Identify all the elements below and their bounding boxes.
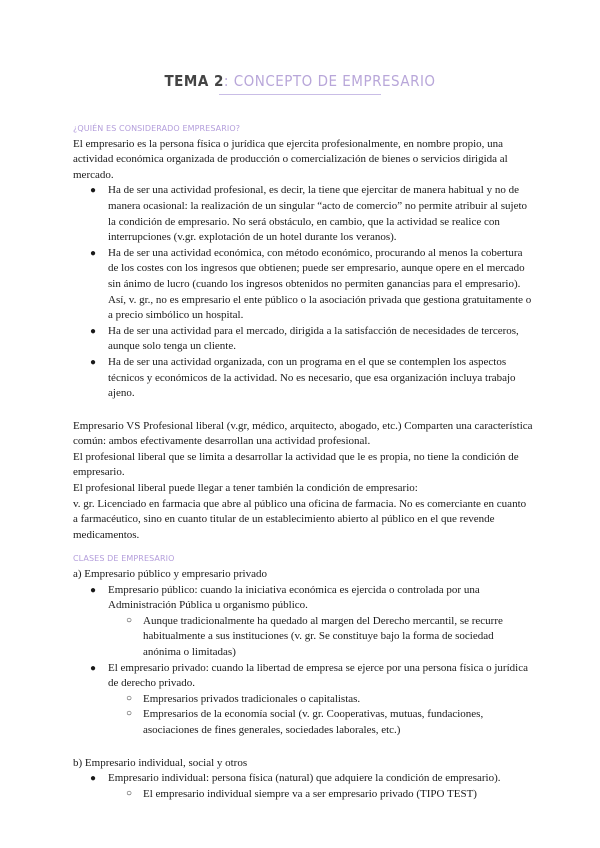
public-private-list xyxy=(73,583,533,739)
bullet-icon: ● xyxy=(90,662,97,674)
list-item: ● Ha de ser una actividad organizada, con un programa en el que se contemplen los aspectos técnicos y económicos de la actividad. No es necesario, que esa organización incluya trabajo ajeno. xyxy=(90,355,516,400)
paragraph: El profesional liberal puede llegar a tener también la condición de empresario: xyxy=(73,482,418,495)
spacer xyxy=(73,739,533,756)
sub-bullet-icon: ○ xyxy=(126,692,133,704)
list-item: ● Ha de ser una actividad económica, con método económico, procurando al menos la cobertura de los costes con los ingresos que obtienen; puede ser empresario, aunque opere en el mercado sin ánimo de lucro (cuando los ingresos obtenidos no permiten ganancias para el empresario). Así, v. gr., no es empresario el ente público o la asociación privada que gestiona gratuitamente o a precio simbólico un hospital. xyxy=(90,246,532,322)
individual-list xyxy=(73,771,533,802)
list-item: ● El empresario privado: cuando la libertad de empresa se ejerce por una persona física o jurídica de derecho privado. ○ Empresarios privados tradicionales o capitalistas. ○ Empresarios de la economía social (v. gr. Cooperativas, mutuas, fundaciones, asociaciones de fines generales, sociedades laborales, etc.) xyxy=(73,661,533,739)
title-part-topic: TEMA 2 xyxy=(164,72,224,90)
subsection-title-a: a) Empresario público y empresario privado xyxy=(73,568,267,581)
sub-list-item: ○ El empresario individual siempre va a ser empresario privado (TIPO TEST) xyxy=(126,787,477,800)
title-part-subject: CONCEPTO DE EMPRESARIO xyxy=(233,72,436,90)
paragraph: Empresario VS Profesional liberal (v.gr, médico, arquitecto, abogado, etc.) Comparten una característica común: ambos efectivamente desarrollan una actividad profesional. xyxy=(73,419,533,448)
bullet-icon: ● xyxy=(90,325,97,337)
bullet-icon: ● xyxy=(90,584,97,596)
list-item: ● Empresario público: cuando la iniciativa económica es ejercida o controlada por una Administración Pública u organismo público. ○ Aunque tradicionalmente ha quedado al margen del Derecho mercantil, se recurre habitualmente a sus instituciones (v. gr. Se constituye bajo la forma de sociedad anónima o limitadas) xyxy=(73,583,533,661)
sub-bullet-icon: ○ xyxy=(126,708,133,720)
paragraph: El profesional liberal que se limita a desarrollar la actividad que le es propia, no tiene la condición de empresario. xyxy=(73,450,519,479)
list-item: ● Ha de ser una actividad para el mercado, dirigida a la satisfacción de necesidades de terceros, aunque solo tenga un cliente. xyxy=(90,324,519,353)
sub-bullet-icon: ○ xyxy=(126,787,133,799)
requirements-list xyxy=(73,183,533,401)
spacer xyxy=(73,543,533,551)
sub-bullet-icon: ○ xyxy=(126,614,133,626)
sub-list xyxy=(108,787,533,803)
bullet-icon: ● xyxy=(90,185,97,197)
spacer xyxy=(73,402,533,419)
intro-paragraph: El empresario es la persona física o jurídica que ejercita profesionalmente, en nombre propio, una actividad económica organizada de producción o comercialización de bienes o servicios dirigida al mercado. xyxy=(73,137,508,181)
sub-list xyxy=(108,614,533,661)
bullet-icon: ● xyxy=(90,773,97,785)
document-body xyxy=(73,121,533,802)
bullet-icon: ● xyxy=(90,356,97,368)
section-heading-classes: CLASES DE EMPRESARIO xyxy=(73,554,175,564)
sub-list xyxy=(108,692,533,739)
paragraph: v. gr. Licenciado en farmacia que abre al público una oficina de farmacia. No es comerciante en cuanto a farmacéutico, sino en cuanto titular de un establecimiento abierto al público en el que revende medicamentos. xyxy=(73,497,527,541)
sub-list-item: ○ Empresarios privados tradicionales o capitalistas. xyxy=(126,692,361,705)
subsection-title-b: b) Empresario individual, social y otros xyxy=(73,756,248,769)
page-title xyxy=(0,72,600,90)
sub-list-item: ○ Aunque tradicionalmente ha quedado al margen del Derecho mercantil, se recurre habitualmente a sus instituciones (v. gr. Se constituye bajo la forma de sociedad anónima o limitadas) xyxy=(126,614,503,658)
list-item: ● Ha de ser una actividad profesional, es decir, la tiene que ejercitar de manera habitual y no de manera ocasional: la realización de un singular “acto de comercio” no permite atribuir al sujeto la condición de empresario. No será obstáculo, en cambio, que la actividad se realice con interrupciones (v.gr. explotación de un hotel durante los veranos). xyxy=(90,184,528,244)
title-part-colon: : xyxy=(223,72,229,90)
sub-list-item: ○ Empresarios de la economía social (v. gr. Cooperativas, mutuas, fundaciones, asociaciones de fines generales, sociedades laborales, etc.) xyxy=(126,708,484,736)
list-item: ● Empresario individual: persona física (natural) que adquiere la condición de empresario). ○ El empresario individual siempre va a ser empresario privado (TIPO TEST) xyxy=(73,771,533,802)
title-underline xyxy=(219,94,381,95)
section-heading-who: ¿QUIÉN ES CONSIDERADO EMPRESARIO? xyxy=(73,124,241,133)
bullet-icon: ● xyxy=(90,247,97,259)
